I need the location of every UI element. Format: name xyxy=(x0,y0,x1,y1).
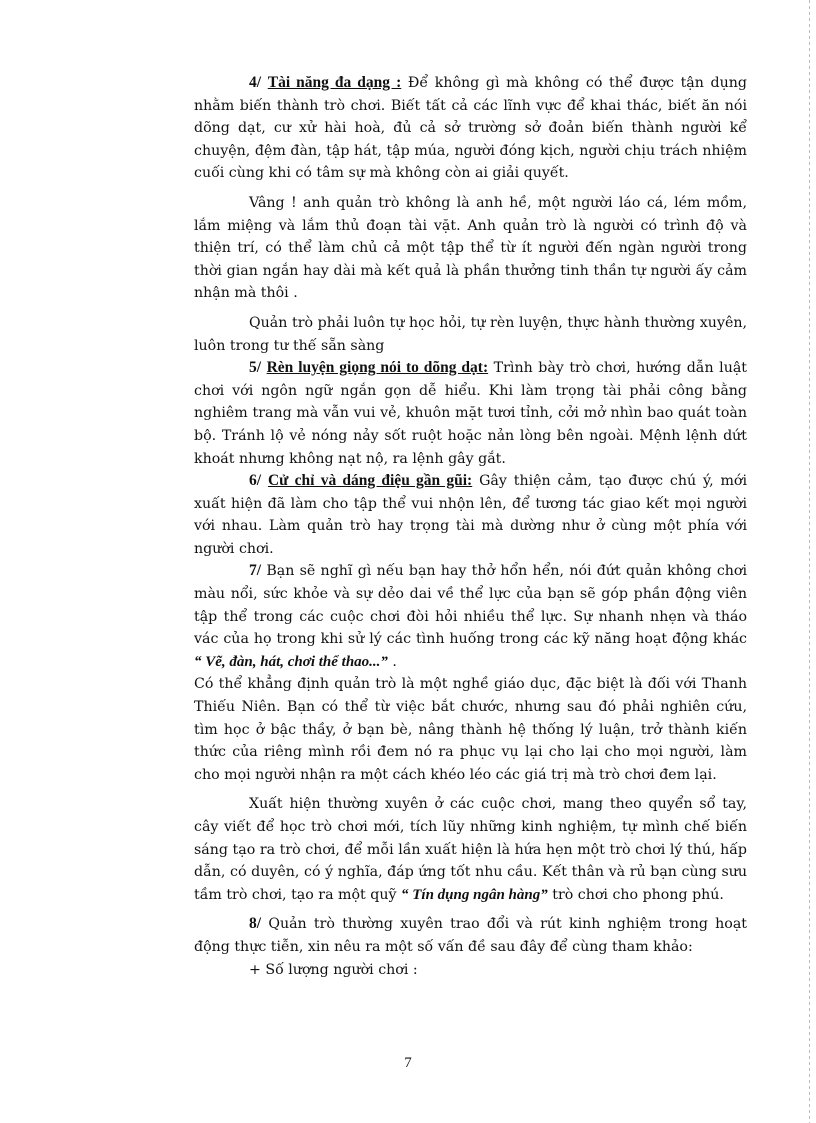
section-7-number: 7/ xyxy=(249,562,262,580)
paragraph-nghe-giao-duc: Có thể khẳng định quản trò là một nghề giáo dục, đặc biệt là đối với Thanh Thiếu Niên. Bạn có thể từ việc bắt chước, nhưng sau đó phải nghiên cứu, tìm học ở bậc thầy, ở bạn bè, nâng thành hệ thống lý luận, trở thành kiến thức của riêng mình rồi đem nó ra phục vụ lại cho lại cho mọi người, làm cho mọi người nhận ra một cách khéo léo các giá trị mà trò chơi đem lại. xyxy=(194,676,747,783)
section-8-text: Quản trò thường xuyên trao đổi và rút kinh nghiệm trong hoạt động thực tiễn, xin nêu ra một số vấn đề sau đây để cùng tham khảo: xyxy=(194,916,747,955)
section-8-number: 8/ xyxy=(249,915,262,933)
section-8-paragraph xyxy=(194,913,747,958)
section-7-end: . xyxy=(387,653,397,670)
page-edge-divider xyxy=(809,0,810,1123)
section-7-text: Bạn sẽ nghĩ gì nếu bạn hay thở hổn hển, nói đứt quản không chơi màu nổi, sức khỏe và sự dẻo dai về thể lực của bạn sẽ góp phần động viên tập thể trong các cuộc chơi đòi hỏi nhiều thể lực. Sự nhanh nhẹn và tháo vác của họ trong khi sử lý các tình huống trong các kỹ năng hoạt động khác xyxy=(194,563,747,648)
section-5-paragraph xyxy=(194,357,747,470)
section-6-number: 6/ xyxy=(249,472,262,490)
section-4-heading: Tài năng đa dạng : xyxy=(267,74,402,91)
page-number: 7 xyxy=(404,1055,412,1071)
section-7-paragraph xyxy=(194,560,747,673)
section-6-paragraph xyxy=(194,470,747,560)
section-4-paragraph xyxy=(194,72,747,185)
document-body xyxy=(194,72,747,988)
section-5-text: Trình bày trò chơi, hướng dẫn luật chơi với ngôn ngữ ngắn gọn dễ hiểu. Khi làm trọng tài phải công bằng nghiêm trang mà vẫn vui vẻ, khuôn mặt tươi tỉnh, cởi mở nhìn bao quát toàn bộ. Tránh lộ vẻ nóng nảy sốt ruột hoặc nản lòng bên ngoài. Mệnh lệnh dứt khoát nhưng không nạt nộ, ra lệnh gây gắt. xyxy=(194,360,747,467)
xuat-hien-end: trò chơi cho phong phú. xyxy=(547,886,724,903)
section-6-text: Gây thiện cảm, tạo được chú ý, mới xuất hiện đã làm cho tập thể vui nhộn lên, để tương tác giao kết mọi người với nhau. Làm quản trò hay trọng tài mà dường như ở cùng một phía với người chơi. xyxy=(194,473,748,557)
xuat-hien-text: Xuất hiện thường xuyên ở các cuộc chơi, mang theo quyển sổ tay, cây viết để học trò chơi mới, tích lũy những kinh nghiệm, tự mình chế biến sáng tạo ra trò chơi, để mỗi lần xuất hiện là hứa hẹn một trò chơi lý thú, hấp dẫn, có duyên, có ý nghĩa, đáp ứng tốt nhu cầu. Kết thân và rủ bạn cùng sưu tầm trò chơi, tạo ra một quỹ xyxy=(194,796,747,903)
paragraph-xuat-hien xyxy=(194,793,747,906)
bullet-so-luong: + Số lượng người chơi : xyxy=(249,961,418,978)
xuat-hien-quote: “ Tín dụng ngân hàng” xyxy=(401,886,548,903)
section-5-heading: Rèn luyện giọng nói to dõng dạt: xyxy=(266,359,489,377)
paragraph-vang: Vâng ! anh quản trò không là anh hề, một người láo cá, lém mồm, lắm miệng và lắm thủ đoạn tài vặt. Anh quản trò là người có trình độ và thiện trí, có thể làm chủ cả một tập thể từ ít người đến ngàn người trong thời gian ngắn hay dài mà kết quả là phần thưởng tinh thần tự người ấy cảm nhận mà thôi . xyxy=(194,194,747,302)
section-4-text: Để không gì mà không có thể được tận dụng nhằm biến thành trò chơi. Biết tất cả các lĩnh vực để khai thác, biết ăn nói dõng dạt, cư xử hài hoà, đủ cả sở trường sở đoản biến thành người kể chuyện, đệm đàn, tập hát, tập múa, người đóng kịch, người chịu trách nhiệm cuối cùng khi có tâm sự mà không còn ai giải quyết. xyxy=(194,75,747,182)
section-6-heading: Cử chỉ và dáng điệu gần gũi: xyxy=(267,472,473,490)
section-4-number: 4/ xyxy=(249,74,262,91)
section-5-number: 5/ xyxy=(249,359,262,377)
paragraph-tu-hoc: Quản trò phải luôn tự học hỏi, tự rèn luyện, thực hành thường xuyên, luôn trong tư thế sẵn sàng xyxy=(194,314,747,354)
section-7-quote: “ Vẽ, đàn, hát, chơi thể thao...” xyxy=(194,653,388,670)
